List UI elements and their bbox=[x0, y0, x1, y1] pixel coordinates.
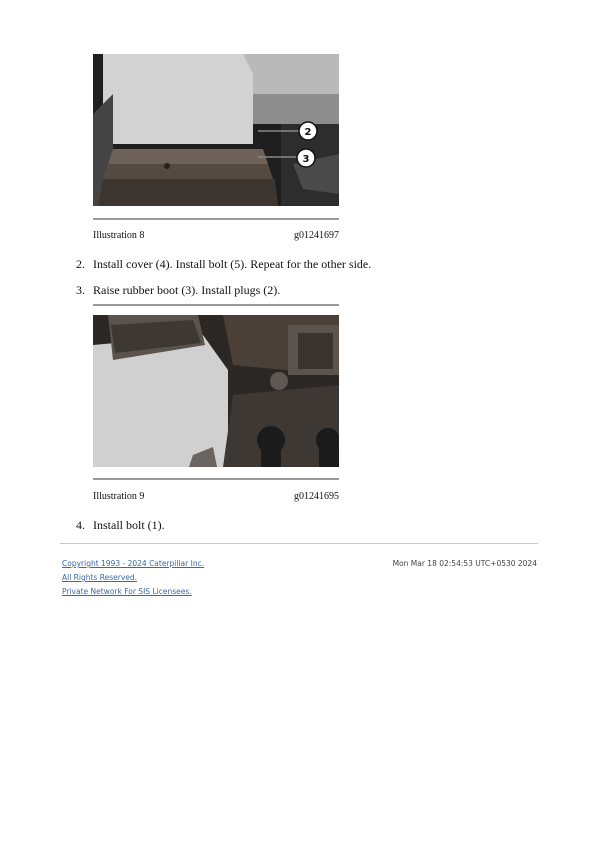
step-4-number: 4. bbox=[76, 518, 85, 532]
footer-divider bbox=[60, 543, 538, 544]
rights-link[interactable]: All Rights Reserved. bbox=[62, 573, 138, 582]
step-2 bbox=[76, 257, 371, 272]
illustration-9-label: Illustration 9 bbox=[93, 491, 145, 502]
illustration-9-photo bbox=[93, 315, 339, 467]
illustration-9-code: g01241695 bbox=[294, 491, 339, 502]
illustration-9-top-divider bbox=[93, 304, 339, 306]
callout-3: 3 bbox=[302, 154, 310, 165]
step-2-text: Install cover (4). Install bolt (5). Repeat for the other side. bbox=[93, 257, 372, 271]
step-4 bbox=[76, 518, 165, 533]
private-network-link[interactable]: Private Network For SIS Licensees. bbox=[62, 587, 192, 596]
illustration-8-label: Illustration 8 bbox=[93, 230, 145, 241]
step-4-text: Install bolt (1). bbox=[93, 518, 165, 532]
footer-timestamp: Mon Mar 18 02:54:53 UTC+0530 2024 bbox=[392, 559, 537, 568]
step-3-text: Raise rubber boot (3). Install plugs (2). bbox=[93, 283, 281, 297]
step-3-number: 3. bbox=[76, 283, 85, 297]
callout-2: 2 bbox=[304, 127, 312, 138]
copyright-link[interactable]: Copyright 1993 - 2024 Caterpillar Inc. bbox=[62, 559, 205, 568]
console-plug-photo bbox=[93, 315, 339, 467]
illustration-8-code: g01241697 bbox=[294, 230, 339, 241]
illustration-9-divider bbox=[93, 478, 339, 480]
step-3 bbox=[76, 283, 280, 298]
step-2-number: 2. bbox=[76, 257, 85, 271]
